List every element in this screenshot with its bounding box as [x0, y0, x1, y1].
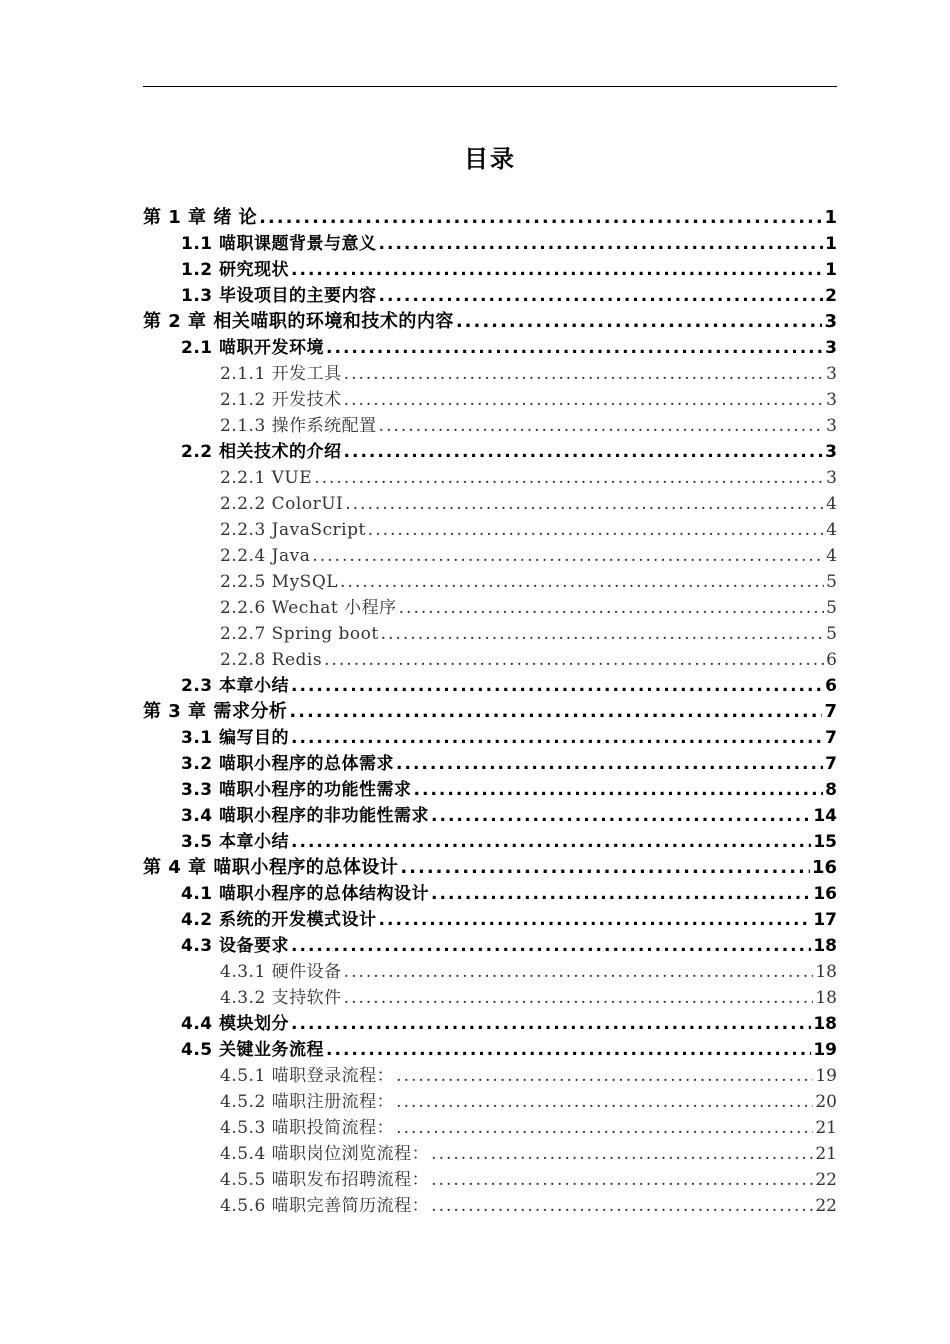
toc-entry-page-number: 15: [813, 832, 837, 852]
toc-entry-title: 2.1 喵职开发环境: [181, 338, 325, 358]
toc-entry[interactable]: [143, 985, 837, 1011]
dot-leader: [344, 985, 814, 1011]
toc-entry[interactable]: [143, 1011, 837, 1037]
toc-entry-title: 2.1.1 开发工具: [220, 364, 342, 384]
toc-entry-title: 2.2.7 Spring boot: [220, 624, 379, 644]
toc-entry-page-number: 5: [826, 598, 837, 618]
dot-leader: [291, 725, 823, 751]
toc-entry-page-number: 21: [815, 1118, 837, 1138]
toc-entry[interactable]: [143, 595, 837, 621]
toc-entry-page-number: 3: [826, 364, 837, 384]
dot-leader: [344, 387, 825, 413]
toc-entry-title: 2.3 本章小结: [181, 676, 290, 696]
toc-entry-title: 3.2 喵职小程序的总体需求: [181, 754, 395, 774]
toc-entry-page-number: 1: [824, 207, 837, 228]
dot-leader: [381, 621, 825, 647]
toc-entry-title: 4.3.2 支持软件: [220, 988, 342, 1008]
dot-leader: [324, 647, 824, 673]
dot-leader: [291, 933, 811, 959]
toc-entry[interactable]: [143, 907, 837, 933]
toc-entry-title: 3.3 喵职小程序的功能性需求: [181, 780, 412, 800]
toc-entry-page-number: 5: [826, 572, 837, 592]
toc-entry-page-number: 18: [813, 936, 837, 956]
toc-entry-page-number: 3: [826, 390, 837, 410]
dot-leader: [456, 309, 823, 335]
toc-entry-title: 4.5.3 喵职投简流程：: [220, 1118, 395, 1138]
toc-entry[interactable]: [143, 1089, 837, 1115]
dot-leader: [431, 803, 811, 829]
toc-entry-title: 第 4 章 喵职小程序的总体设计: [143, 857, 399, 878]
toc-entry[interactable]: [143, 361, 837, 387]
dot-leader: [399, 595, 825, 621]
toc-entry-title: 1.3 毕设项目的主要内容: [181, 286, 377, 306]
toc-entry-title: 4.5.5 喵职发布招聘流程：: [220, 1170, 430, 1190]
toc-entry-page-number: 8: [825, 780, 837, 800]
toc-entry[interactable]: [143, 1167, 837, 1193]
dot-leader: [344, 439, 824, 465]
toc-entry-title: 第 2 章 相关喵职的环境和技术的内容: [143, 311, 454, 332]
toc-entry-title: 2.2.2 ColorUI: [220, 494, 344, 514]
toc-entry[interactable]: [143, 465, 837, 491]
toc-entry-page-number: 1: [825, 260, 837, 280]
toc-entry-title: 3.5 本章小结: [181, 832, 290, 852]
dot-leader: [291, 1011, 811, 1037]
toc-entry-page-number: 5: [826, 624, 837, 644]
toc-entry-title: 2.2.1 VUE: [220, 468, 313, 488]
toc-entry-page-number: 4: [826, 520, 837, 540]
toc-entry-title: 4.4 模块划分: [181, 1014, 290, 1034]
toc-entry[interactable]: [143, 569, 837, 595]
toc-entry-title: 2.2.6 Wechat 小程序: [220, 598, 397, 618]
toc-entry-page-number: 18: [813, 1014, 837, 1034]
toc-entry-page-number: 21: [815, 1144, 837, 1164]
dot-leader: [291, 257, 823, 283]
toc-entry[interactable]: [143, 1193, 837, 1219]
toc-entry[interactable]: [143, 257, 837, 283]
toc-entry-page-number: 7: [825, 728, 837, 748]
toc-entry-page-number: 4: [826, 546, 837, 566]
dot-leader: [289, 699, 822, 725]
toc-entry[interactable]: [143, 881, 837, 907]
toc-entry-title: 第 3 章 需求分析: [143, 701, 288, 722]
toc-entry-page-number: 3: [826, 468, 837, 488]
dot-leader: [431, 1193, 813, 1219]
dot-leader: [431, 881, 811, 907]
toc-entry-title: 4.3.1 硬件设备: [220, 962, 342, 982]
toc-entry[interactable]: [143, 1141, 837, 1167]
toc-entry[interactable]: [143, 803, 837, 829]
dot-leader: [400, 855, 810, 881]
toc-entry-title: 第 1 章 绪 论: [143, 207, 258, 228]
toc-entry-title: 2.2.3 JavaScript: [220, 520, 366, 540]
toc-entry[interactable]: [143, 491, 837, 517]
toc-entry-page-number: 3: [825, 338, 837, 358]
toc-entry-page-number: 14: [813, 806, 837, 826]
dot-leader: [291, 673, 823, 699]
toc-entry-page-number: 19: [813, 1040, 837, 1060]
toc-entry-title: 1.1 喵职课题背景与意义: [181, 234, 377, 254]
toc-entry-page-number: 7: [824, 701, 837, 722]
toc-entry-page-number: 20: [815, 1092, 837, 1112]
dot-leader: [379, 283, 824, 309]
toc-entry-title: 4.5.4 喵职岗位浏览流程：: [220, 1144, 430, 1164]
toc-entry-title: 4.5.1 喵职登录流程：: [220, 1066, 395, 1086]
toc-entry[interactable]: [143, 439, 837, 465]
dot-leader: [379, 907, 812, 933]
toc-entry[interactable]: [143, 413, 837, 439]
dot-leader: [379, 231, 824, 257]
dot-leader: [396, 1115, 813, 1141]
table-of-contents: [143, 205, 837, 1219]
dot-leader: [312, 543, 824, 569]
dot-leader: [344, 361, 825, 387]
dot-leader: [368, 517, 824, 543]
toc-entry[interactable]: [143, 1063, 837, 1089]
dot-leader: [314, 465, 824, 491]
toc-entry-page-number: 7: [825, 754, 837, 774]
toc-entry-title: 4.5 关键业务流程: [181, 1040, 325, 1060]
toc-entry-page-number: 22: [815, 1170, 837, 1190]
toc-entry-title: 4.5.6 喵职完善简历流程：: [220, 1196, 430, 1216]
toc-entry-title: 2.1.3 操作系统配置: [220, 416, 377, 436]
toc-title: 目录: [464, 145, 516, 173]
toc-entry-title: 2.2.4 Java: [220, 546, 311, 566]
toc-entry-page-number: 3: [826, 416, 837, 436]
toc-entry[interactable]: [143, 829, 837, 855]
dot-leader: [379, 413, 825, 439]
toc-entry-title: 2.2.5 MySQL: [220, 572, 339, 592]
toc-entry[interactable]: [143, 231, 837, 257]
dot-leader: [259, 205, 822, 231]
toc-entry[interactable]: [143, 751, 837, 777]
toc-entry-title: 2.1.2 开发技术: [220, 390, 342, 410]
toc-entry-title: 1.2 研究现状: [181, 260, 290, 280]
toc-entry[interactable]: [143, 959, 837, 985]
toc-entry[interactable]: [143, 777, 837, 803]
toc-entry-title: 4.5.2 喵职注册流程：: [220, 1092, 395, 1112]
dot-leader: [396, 1089, 813, 1115]
toc-entry[interactable]: [143, 725, 837, 751]
dot-leader: [340, 569, 824, 595]
toc-entry-page-number: 6: [826, 650, 837, 670]
dot-leader: [345, 491, 824, 517]
toc-entry-title: 4.2 系统的开发模式设计: [181, 910, 377, 930]
dot-leader: [326, 335, 823, 361]
toc-entry[interactable]: [143, 335, 837, 361]
dot-leader: [396, 1063, 813, 1089]
toc-entry-page-number: 19: [815, 1066, 837, 1086]
toc-entry-page-number: 4: [826, 494, 837, 514]
toc-entry[interactable]: [143, 283, 837, 309]
toc-entry-page-number: 2: [825, 286, 837, 306]
toc-entry-page-number: 22: [815, 1196, 837, 1216]
toc-entry-title: 4.3 设备要求: [181, 936, 290, 956]
toc-entry[interactable]: [143, 699, 837, 725]
toc-entry-page-number: 3: [825, 442, 837, 462]
toc-entry-title: 2.2.8 Redis: [220, 650, 323, 670]
dot-leader: [344, 959, 814, 985]
toc-entry[interactable]: [143, 309, 837, 335]
toc-entry-page-number: 16: [811, 857, 837, 878]
toc-entry[interactable]: [143, 933, 837, 959]
header-rule: [143, 86, 837, 87]
dot-leader: [326, 1037, 811, 1063]
toc-entry[interactable]: [143, 387, 837, 413]
dot-leader: [431, 1167, 813, 1193]
toc-entry[interactable]: [143, 855, 837, 881]
toc-entry-page-number: 18: [815, 988, 837, 1008]
dot-leader: [396, 751, 823, 777]
dot-leader: [291, 829, 811, 855]
toc-entry[interactable]: [143, 621, 837, 647]
toc-entry-title: 3.4 喵职小程序的非功能性需求: [181, 806, 430, 826]
toc-entry[interactable]: [143, 673, 837, 699]
toc-entry-page-number: 6: [825, 676, 837, 696]
toc-entry[interactable]: [143, 1037, 837, 1063]
toc-entry[interactable]: [143, 205, 837, 231]
toc-entry[interactable]: [143, 543, 837, 569]
toc-entry[interactable]: [143, 517, 837, 543]
toc-entry[interactable]: [143, 1115, 837, 1141]
toc-entry[interactable]: [143, 647, 837, 673]
toc-entry-title: 4.1 喵职小程序的总体结构设计: [181, 884, 430, 904]
toc-entry-page-number: 18: [815, 962, 837, 982]
toc-entry-title: 3.1 编写目的: [181, 728, 290, 748]
dot-leader: [414, 777, 824, 803]
toc-entry-title: 2.2 相关技术的介绍: [181, 442, 342, 462]
toc-entry-page-number: 17: [813, 910, 837, 930]
toc-entry-page-number: 3: [824, 311, 837, 332]
dot-leader: [431, 1141, 813, 1167]
toc-entry-page-number: 16: [813, 884, 837, 904]
toc-entry-page-number: 1: [825, 234, 837, 254]
